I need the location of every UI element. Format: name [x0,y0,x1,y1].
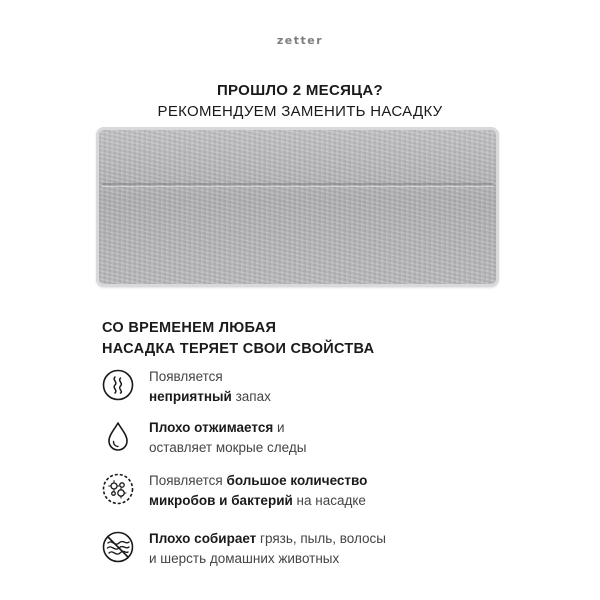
odor-icon [102,369,134,401]
item2-line1-b: Плохо отжимается [149,420,274,435]
list-item-pickup [102,529,522,573]
list-item-odor [102,367,522,411]
mop-pad-image [96,127,499,287]
item4-line2-a: и шерсть домашних животных [149,551,340,566]
item3-line1-b: большое количество [226,473,368,488]
water-drop-icon [102,420,134,452]
brand-logo: zetter [276,34,324,47]
item3-line2-c: на насадке [292,493,366,508]
pad-seam-highlight [102,186,493,187]
subheading-line2: НАСАДКА ТЕРЯЕТ СВОИ СВОЙСТВА [102,341,375,357]
item3-line1-a: Появляется [149,473,227,488]
item1-line2-c: запах [231,389,271,404]
microbes-icon [102,473,134,505]
headline-recommendation: РЕКОМЕНДУЕМ ЗАМЕНИТЬ НАСАДКУ [157,103,443,120]
item2-line2-a: оставляет мокрые следы [149,440,307,455]
item1-line2-b: неприятный [149,389,232,404]
item3-line2-b: микробов и бактерий [149,493,293,508]
item4-line1-b: Плохо собирает [149,531,257,546]
list-item-wet [102,418,522,462]
subheading [102,318,374,360]
item2-line1-c: и [273,420,285,435]
subheading-line1: СО ВРЕМЕНЕМ ЛЮБАЯ [102,320,277,336]
headline [0,80,600,122]
list-item-microbes [102,471,522,515]
no-hair-icon [102,531,134,563]
pad-seam [102,183,493,185]
item4-line1-c: грязь, пыль, волосы [256,531,386,546]
headline-question: ПРОШЛО 2 МЕСЯЦА? [216,82,384,99]
item1-line1-a: Появляется [149,369,223,384]
